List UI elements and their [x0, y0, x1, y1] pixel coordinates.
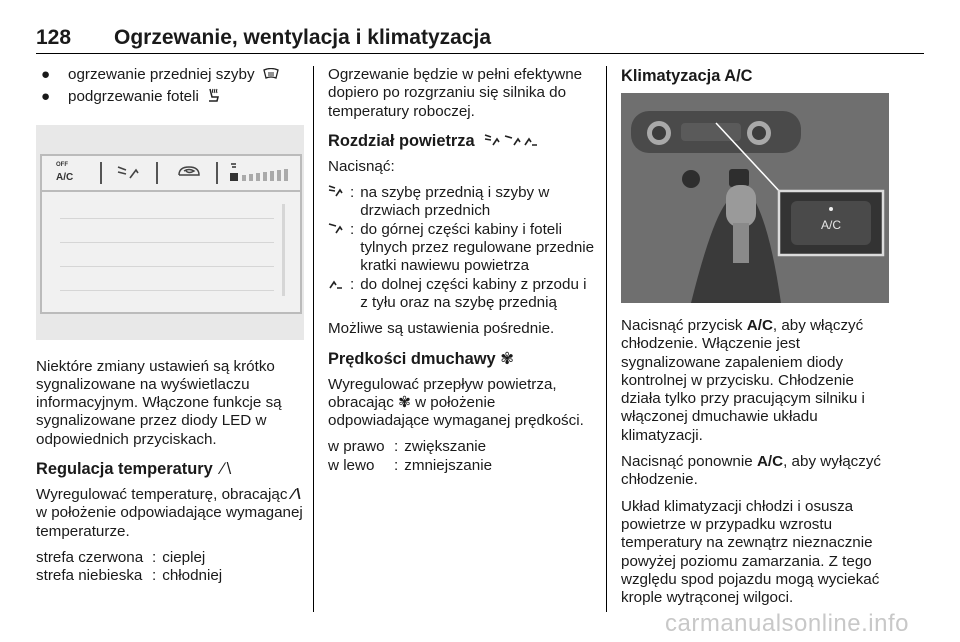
fan-speed-heading: Prędkości dmuchawy ✾: [328, 349, 514, 368]
fan-level-icon[interactable]: [228, 162, 294, 184]
temperature-knob-icon: ⁄ \: [291, 486, 300, 504]
table-row: w lewo : zmniejszanie: [328, 456, 493, 474]
panel-separator: [42, 190, 300, 192]
column-1: [36, 66, 304, 594]
air-distribution-table: [328, 184, 596, 312]
temperature-table: [36, 549, 222, 586]
temperature-paragraph: Wyregulować temperaturę, obracając ⁄ \ w położenie odpowiadające wymaganej temperaturze.: [36, 486, 303, 540]
column-divider-2: [606, 66, 607, 612]
intro-paragraph: Ogrzewanie będzie w pełni efektywne dopiero po rozgrzaniu się silnika do temperatury roboczej.: [328, 66, 583, 120]
table-row: : do dolnej części kabiny z przodu i z tyłu oraz na szybę przednią: [328, 276, 596, 313]
divider: [100, 162, 102, 184]
car-console-figure: [621, 93, 889, 303]
list-item: ● ogrzewanie przedniej szyby: [36, 66, 304, 84]
air-distribution-icon[interactable]: [116, 164, 140, 182]
ac-key-ref: A/C: [756, 453, 784, 471]
bullet-icon: ●: [41, 88, 51, 106]
intro-paragraph: Niektóre zmiany ustawień są krótko sygnalizowane na wyświetlaczu informacyjnym. Włączone funkcje są sygnalizowane przez diody LED w odpowiednich przyciskach.: [36, 357, 282, 448]
ac-paragraph-2: Nacisnąć ponownie A/C, aby wyłączyć chłodzenie.: [621, 453, 882, 489]
off-label: OFF: [56, 161, 68, 168]
ac-key-ref: A/C: [746, 317, 773, 334]
page-title: Ogrzewanie, wentylacja i klimatyzacja: [114, 26, 492, 49]
divider: [216, 162, 218, 184]
console-illustration: [621, 93, 889, 303]
column-3: [621, 66, 889, 615]
display-line: [60, 218, 274, 219]
air-distribution-heading: Rozdział powietrza: [328, 131, 596, 151]
table-row: strefa czerwona : cieplej: [36, 548, 206, 566]
divider: [156, 162, 158, 184]
bullet-icon: ●: [41, 66, 51, 83]
climate-panel-figure: [36, 125, 304, 340]
temperature-heading: Regulacja temperatury ⁄ \: [36, 460, 231, 479]
table-row: strefa niebieska : chłodniej: [36, 567, 223, 585]
press-label: Nacisnąć:: [328, 157, 395, 175]
fan-paragraph: Wyregulować przepływ powietrza, obracając ✾ w położenie odpowiadające wymaganej prędkości.: [328, 375, 584, 430]
display-line: [60, 242, 274, 243]
footwell-vent-icon: [328, 276, 344, 289]
table-row: : na szybę przednią i szyby w drzwiach przednich: [328, 184, 596, 221]
upper-vent-icon: [328, 221, 344, 234]
table-row: : do górnej części kabiny i foteli tylnych przez regulowane przednie kratki nawiewu powietrza: [328, 221, 596, 276]
air-distribution-icons: [483, 133, 539, 147]
windscreen-heat-icon: [263, 68, 279, 80]
ac-button[interactable]: A/C: [56, 171, 74, 183]
ac-paragraph-1: Nacisnąć przycisk A/C, aby włączyć chłodzenie. Włączenie jest sygnalizowane zapaleniem diody kontrolnej w przycisku. Chłodzenie działa tylko przy pracującym silniku i włączonej dmuchawie układu klimatyzacji.: [621, 317, 865, 444]
scrollbar[interactable]: [282, 204, 285, 296]
fan-icon: ✾: [500, 349, 514, 368]
ac-paragraph-3: Układ klimatyzacji chłodzi i osusza powietrze w przypadku wzrostu temperatury na zewnątrz nieznacznie powyżej poziomu zamarzania. Z tego względu spod pojazdu mogą wyciekać krople wytrąconej wilgoci.: [621, 497, 880, 607]
ac-heading: Klimatyzacja A/C: [621, 67, 753, 85]
column-2: [328, 66, 596, 483]
header-divider: [36, 53, 924, 54]
intermediate-note: Możliwe są ustawienia pośrednie.: [328, 320, 555, 338]
panel-frame: [40, 154, 302, 314]
temperature-knob-icon: ⁄ \: [221, 460, 231, 479]
page-header: [36, 26, 924, 52]
fan-table: [328, 438, 492, 475]
recirculation-icon[interactable]: [176, 165, 202, 179]
display-line: [60, 290, 274, 291]
column-divider-1: [313, 66, 314, 612]
fan-icon: ✾: [398, 393, 411, 411]
feature-list: [36, 66, 304, 107]
display-line: [60, 266, 274, 267]
table-row: w prawo : zwiększanie: [328, 438, 487, 456]
watermark: carmanualsonline.info: [665, 610, 909, 637]
seat-heat-icon: [206, 88, 220, 103]
list-item: ● podgrzewanie foteli: [36, 88, 304, 106]
windscreen-vent-icon: [328, 184, 344, 197]
page-number: 128: [36, 26, 72, 49]
ac-key-label: A/C: [820, 218, 842, 232]
